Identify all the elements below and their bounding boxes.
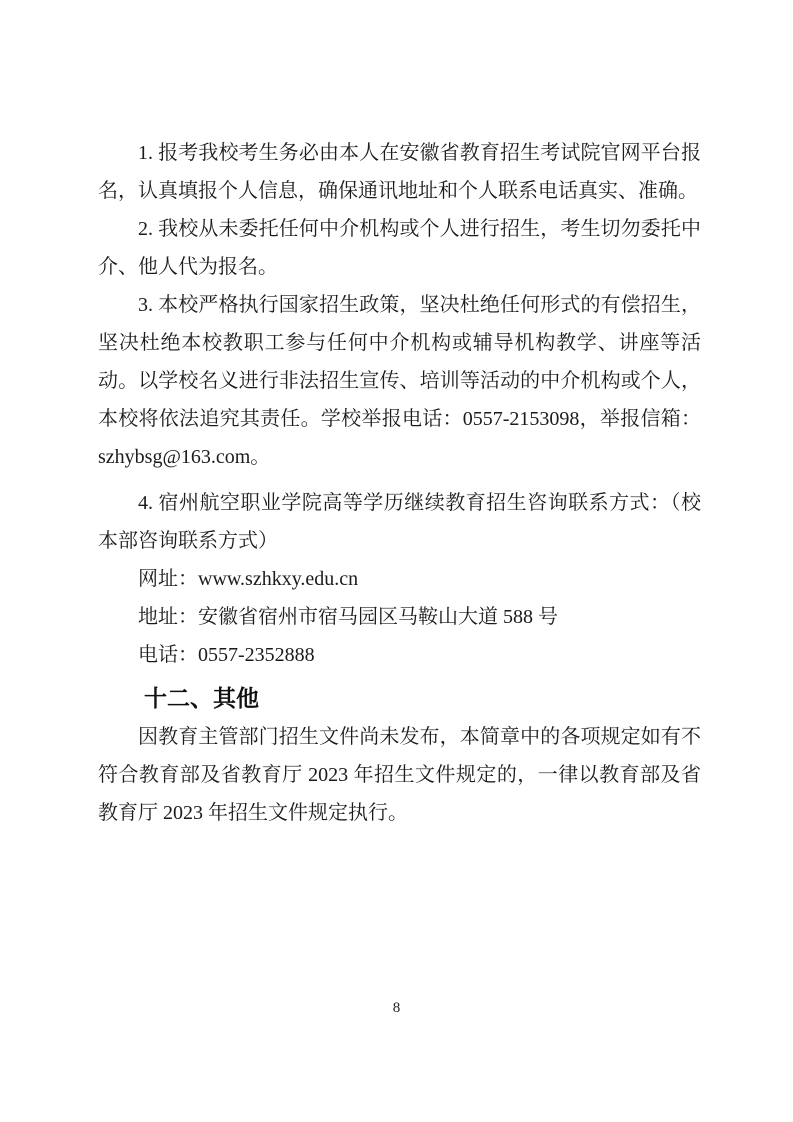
contact-phone: 电话：0557-2352888 [138,644,315,666]
notice-item-4: 4. 宿州航空职业学院高等学历继续教育招生咨询联系方式：（校本部咨询联系方式） [98,492,701,552]
document-body [98,134,701,832]
notice-item-3: 3. 本校严格执行国家招生政策，坚决杜绝任何形式的有偿招生，坚决杜绝本校教职工参与任何中介机构或辅导机构教学、讲座等活动。以学校名义进行非法招生宣传、培训等活动的中介机构或个人，本校将依法追究其责任。学校举报电话：0557-2153098，举报信箱：szhybsg@163.com。 [98,294,701,468]
notice-item-1: 1. 报考我校考生务必由本人在安徽省教育招生考试院官网平台报名，认真填报个人信息，确保通讯地址和个人联系电话真实、准确。 [98,142,701,202]
notice-item-2: 2. 我校从未委托任何中介机构或个人进行招生，考生切勿委托中介、他人代为报名。 [98,218,701,278]
other-section-body: 因教育主管部门招生文件尚未发布，本简章中的各项规定如有不符合教育部及省教育厅 2023 年招生文件规定的，一律以教育部及省教育厅 2023 年招生文件规定执行。 [98,726,701,824]
contact-website: 网址：www.szhkxy.edu.cn [138,568,359,590]
section-heading-other: 十二、其他 [144,685,259,711]
contact-address: 地址：安徽省宿州市宿马园区马鞍山大道 588 号 [138,606,558,628]
page-number: 8 [392,1000,401,1016]
